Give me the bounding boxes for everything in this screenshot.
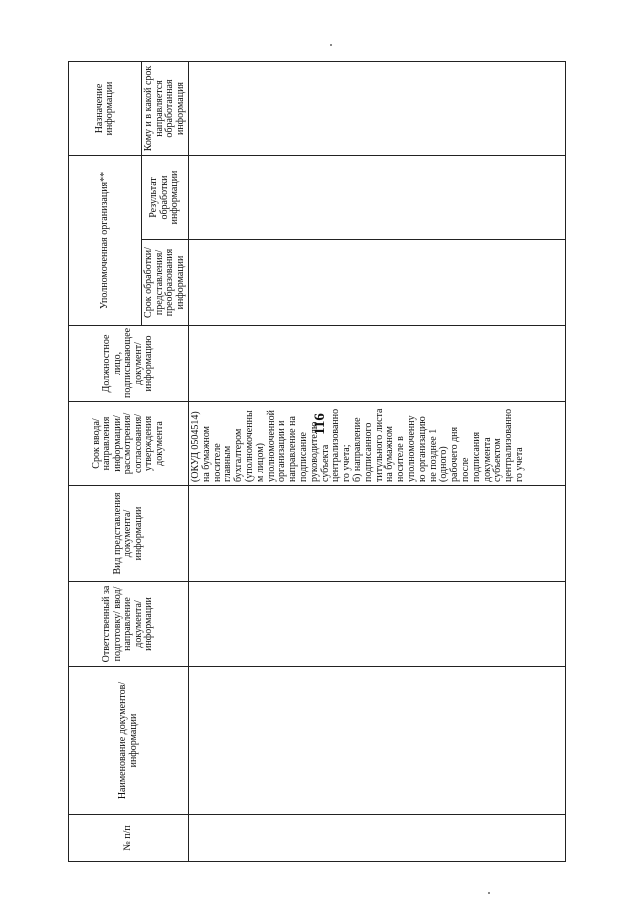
period-line: после	[459, 457, 471, 482]
header-purpose: Назначение информации	[69, 61, 142, 155]
cell-responsible	[189, 582, 566, 667]
subheader-processing-period: Срок обработки/ представления/ преобразования информации	[142, 240, 189, 326]
cell-processing-result	[189, 155, 566, 239]
period-line: на бумажном	[384, 426, 396, 482]
header-row	[69, 61, 142, 861]
cell-recipient	[189, 61, 566, 155]
period-line: подписание	[297, 432, 309, 482]
cell-document-name	[189, 667, 566, 815]
scan-speck	[488, 892, 490, 894]
period-line: (одного)	[438, 446, 450, 482]
period-line: направление на	[287, 416, 299, 482]
rotated-table-container	[68, 62, 540, 862]
period-line: бухгалтером	[233, 428, 245, 482]
document-table	[68, 61, 566, 862]
period-line: титульного листа	[373, 408, 385, 482]
period-line: подписанного	[362, 422, 374, 482]
period-line: рабочего дня	[449, 426, 461, 482]
period-line: носителе	[211, 443, 223, 482]
period-line: не позднее 1	[427, 428, 439, 482]
table-row	[189, 61, 566, 861]
period-line: б) направление	[351, 417, 363, 482]
period-line: уполномоченной	[265, 410, 277, 482]
subheader-processing-result: Результат обработки информации	[142, 155, 189, 239]
period-line: главным	[222, 445, 234, 482]
cell-number	[189, 815, 566, 862]
period-line: (уполномоченны	[243, 410, 255, 482]
period-line: на бумажном	[200, 426, 212, 482]
period-line: м лицом)	[254, 443, 266, 482]
period-line: организации и	[276, 420, 288, 482]
period-line: субъекта	[319, 444, 331, 482]
period-line: уполномоченну	[405, 415, 417, 482]
period-line: носителе в	[395, 436, 407, 482]
period-line: документа	[481, 437, 493, 482]
cell-period	[189, 402, 566, 486]
period-line: го учета;	[341, 444, 353, 482]
header-number: № п/п	[69, 815, 189, 862]
scan-speck	[330, 44, 332, 46]
period-line: подписания	[470, 431, 482, 482]
cell-document-type	[189, 486, 566, 582]
page-number: 116	[312, 413, 328, 435]
period-line: субъектом	[492, 438, 504, 482]
cell-processing-period	[189, 240, 566, 326]
subheader-recipient: Кому и в какой срок направляется обработанная информация	[142, 61, 189, 155]
period-line: руководителю	[308, 421, 320, 482]
period-line: централизованно	[330, 408, 342, 482]
period-line: ю организацию	[416, 416, 428, 482]
period-line: го учета	[513, 447, 525, 482]
header-authorized-organization: Уполномоченная организация**	[69, 155, 142, 325]
header-official: Должностное лицо, подписывающее документ/ информацию	[69, 326, 189, 402]
cell-official	[189, 326, 566, 402]
period-line: централизованно	[503, 408, 515, 482]
header-period: Срок ввода/ направления информации/ рассмотрения/ согласования/ утверждения документа	[69, 402, 189, 486]
header-responsible: Ответственный за подготовку/ ввод/ направление документа/ информации	[69, 582, 189, 667]
header-document-type: Вид представления документа/ информации	[69, 486, 189, 582]
header-document-name: Наименование документов/информации	[69, 667, 189, 815]
period-line: (ОКУД 0504514)	[190, 411, 201, 482]
